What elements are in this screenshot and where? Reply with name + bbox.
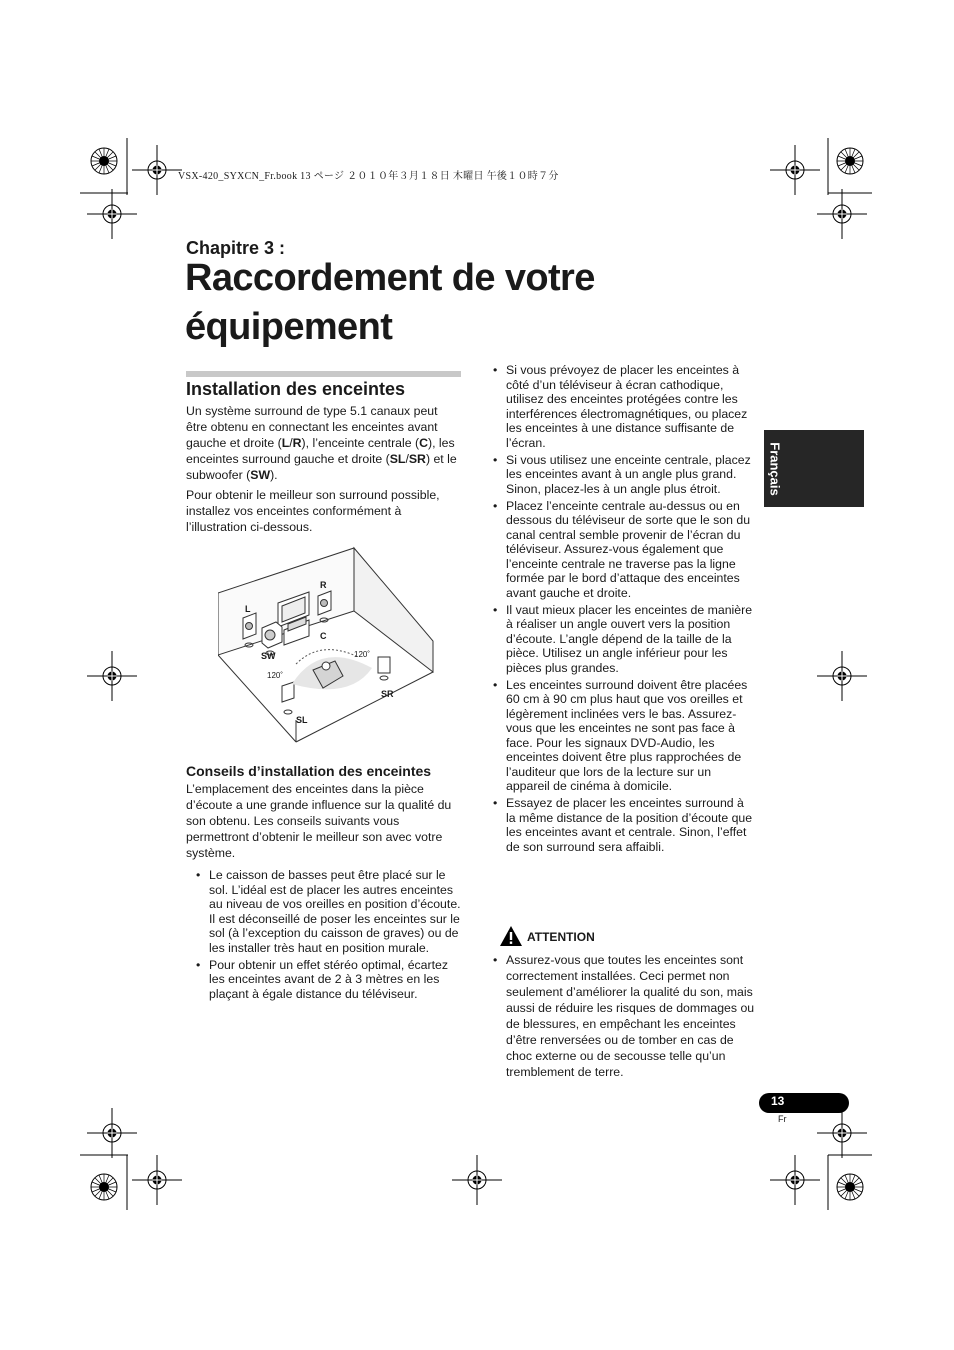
setup-paragraph: Pour obtenir le meilleur son surround possible, installez vos enceintes conformément à l’illustration ci-dessous. <box>186 488 440 534</box>
warning-icon <box>499 925 523 947</box>
list-item: • Le caisson de basses peut être placé sur le sol. L’idéal est de placer les autres enceintes au niveau de vos oreilles en position d’écoute. Il est déconseillé de poser les enceintes sur le sol (à l’exception du caisson de graves) ou de les installer très haut en position murale. <box>195 868 463 955</box>
language-code: Fr <box>778 1114 787 1124</box>
list-item: • Placez l’enceinte centrale au-dessus ou en dessous du téléviseur de sorte que le son du canal central semble provenir de l’écran du téléviseur. Assurez-vous également que l’enceinte centrale ne traverse pas la ligne formée par le bord d’attaque des enceintes avant gauche et droite. <box>492 499 756 601</box>
speaker-label-C: C <box>320 631 327 641</box>
list-item: • Pour obtenir un effet stéréo optimal, écartez les enceintes avant de 2 à 3 mètres en les plaçant à égale distance du téléviseur. <box>195 958 463 1002</box>
chapter-label: Chapitre 3 : <box>186 238 286 258</box>
attention-list <box>492 952 760 1083</box>
list-item: • Assurez-vous que toutes les enceintes sont correctement installées. Ceci permet non seulement d’améliorer la qualité du son, mais aussi de réduire les risques de dommages ou de blessures, en empêchant les enceintes d’être renversées ou de tomber en cas de choc externe ou de secousse telle qu’un tremblement de terre. <box>492 952 760 1080</box>
tips-heading: Conseils d’installation des enceintes <box>186 763 432 779</box>
list-item: • Il vaut mieux placer les enceintes de manière à réaliser un angle ouvert vers la position d’écoute. L’angle dépend de la taille de la pièce. Utilisez un angle inférieur pour les pièces plus grandes. <box>492 603 756 676</box>
speaker-label-R: R <box>320 580 327 590</box>
section-heading: Installation des enceintes <box>186 379 406 399</box>
chapter-title <box>185 254 595 352</box>
angle-label-left: 120˚ <box>267 671 284 680</box>
section-rule <box>186 371 461 377</box>
tips-intro: L’emplacement des enceintes dans la pièce d’écoute a une grande influence sur la qualité du son obtenu. Les conseils suivants vous permettront d’obtenir le meilleur son avec votre système. <box>186 782 452 860</box>
speaker-placement-diagram <box>218 545 436 745</box>
chapter-title-line-2: équipement <box>185 306 393 348</box>
list-item: • Essayez de placer les enceintes surround à la même distance de la position d’écoute que les enceintes avant et centrale. Sinon, l’effet de son surround sera affaibli. <box>492 796 756 854</box>
chapter-title-line-1: Raccordement de votre <box>185 257 595 299</box>
page-number: 13 <box>771 1094 785 1108</box>
attention-label: ATTENTION <box>527 930 595 944</box>
speaker-label-SW: SW <box>261 651 276 661</box>
tips-list-right <box>492 363 756 857</box>
language-tab-label: Français <box>767 441 783 496</box>
speaker-label-SR: SR <box>381 689 394 699</box>
list-item: • Les enceintes surround doivent être placées 60 cm à 90 cm plus haut que vos oreilles et légèrement inclinées vers le bas. Assurez-vous que les enceintes ne sont pas face à face. Pour les signaux DVD-Audio, les enceintes doivent être plus rapprochées de l’auditeur que lors de la lecture sur un appareil de cinéma à domicile. <box>492 678 756 794</box>
speaker-label-L: L <box>245 604 251 614</box>
speaker-label-SL: SL <box>296 715 308 725</box>
tips-list-left <box>195 868 463 1004</box>
file-info: VSX-420_SYXCN_Fr.book 13 ページ ２０１０年３月１８日 木曜日 午後１０時７分 <box>178 171 559 182</box>
intro-paragraph: Un système surround de type 5.1 canaux peut être obtenu en connectant les enceintes avant gauche et droite (L/R), l’enceinte centrale (C), les enceintes surround gauche et droite (SL/SR) et le subwoofer (SW). <box>186 404 457 482</box>
list-item: • Si vous utilisez une enceinte centrale, placez les enceintes avant à un angle plus grand. Sinon, placez-les à un angle plus étroit. <box>492 453 756 497</box>
angle-label-right: 120˚ <box>354 650 371 659</box>
list-item: • Si vous prévoyez de placer les enceintes à côté d’un téléviseur à écran cathodique, utilisez des enceintes protégées contre les interférences électromagnétiques, ou placez les enceintes à une distance suffisante de l’écran. <box>492 363 756 450</box>
